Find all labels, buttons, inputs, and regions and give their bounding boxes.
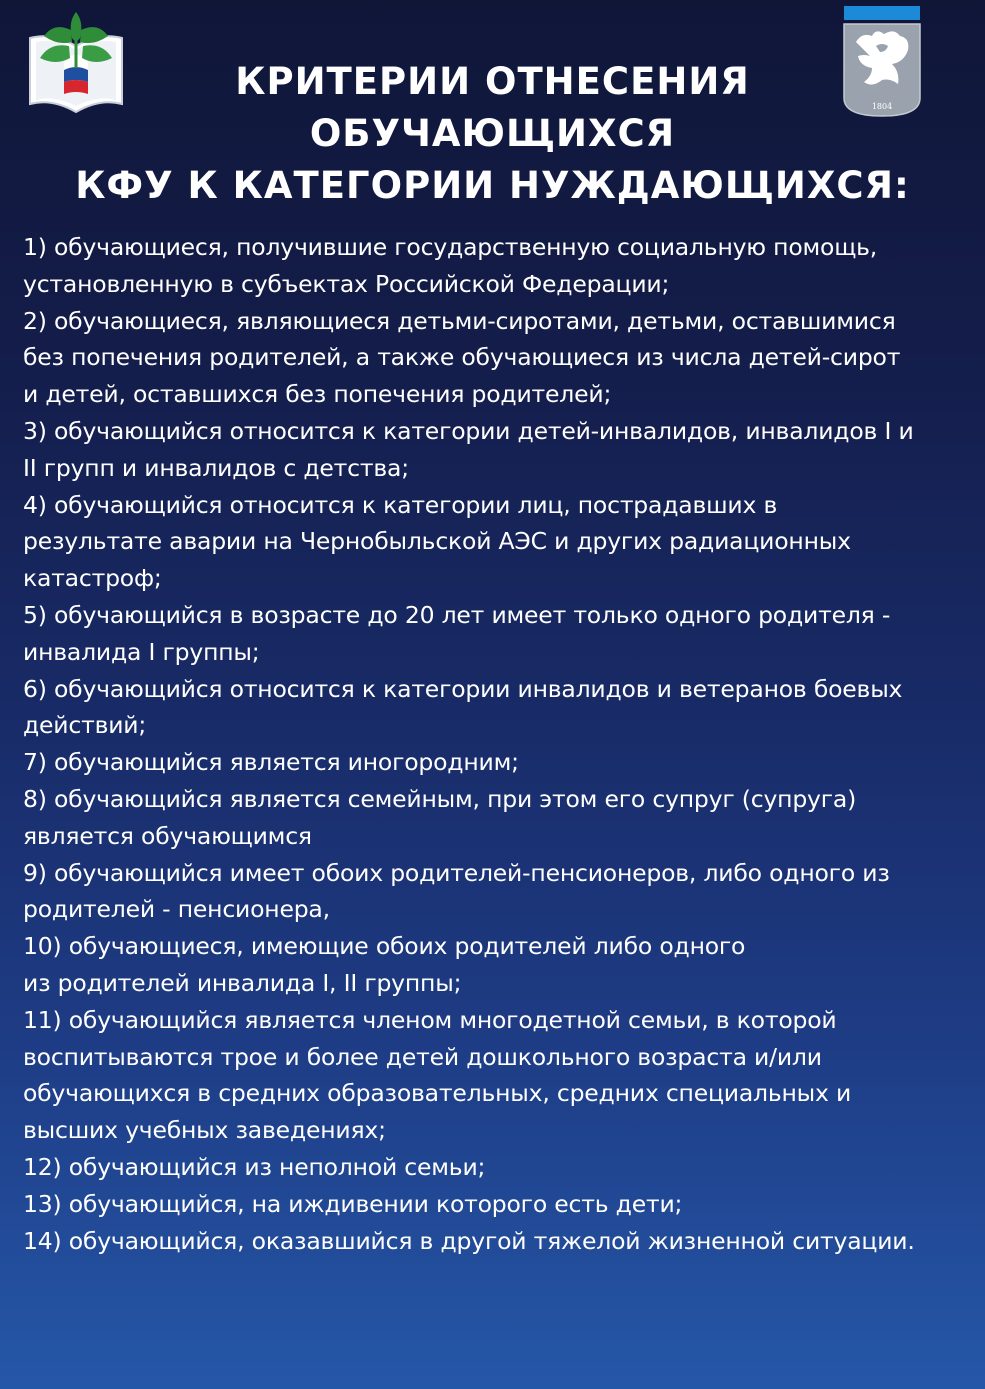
criteria-line: 2) обучающиеся, являющиеся детьми-сиротами, детьми, оставшимися [23, 306, 896, 335]
criteria-line: 13) обучающийся, на иждивении которого есть дети; [23, 1189, 683, 1218]
criteria-line: воспитываются трое и более детей дошкольного возраста и/или [23, 1042, 822, 1071]
criteria-line: инвалида I группы; [23, 637, 260, 666]
criteria-line: 5) обучающийся в возрасте до 20 лет имеет только одного родителя - [23, 600, 891, 629]
criteria-line: обучающихся в средних образовательных, средних специальных и [23, 1079, 852, 1108]
title-line-3: КФУ К КАТЕГОРИИ НУЖДАЮЩИХСЯ: [75, 164, 910, 207]
criteria-line: и детей, оставшихся без попечения родителей; [23, 380, 612, 409]
criteria-line: является обучающимся [23, 821, 312, 850]
criteria-list [23, 229, 968, 1259]
title-line-2: ОБУЧАЮЩИХСЯ [309, 112, 676, 155]
criteria-line: 6) обучающийся относится к категории инвалидов и ветеранов боевых [23, 674, 903, 703]
criteria-line: установленную в субъектах Российской Федерации; [23, 269, 670, 298]
page-title [60, 56, 925, 212]
criteria-line: катастроф; [23, 564, 162, 593]
criteria-line: действий; [23, 711, 147, 740]
criteria-line: 12) обучающийся из неполной семьи; [23, 1152, 486, 1181]
kfu-year: 1804 [871, 102, 893, 111]
criteria-line: 11) обучающийся является членом многодетной семьи, в которой [23, 1005, 837, 1034]
criteria-line: 3) обучающийся относится к категории детей-инвалидов, инвалидов I и [23, 416, 914, 445]
criteria-line: высших учебных заведениях; [23, 1116, 386, 1145]
title-line-1: КРИТЕРИИ ОТНЕСЕНИЯ [235, 60, 750, 103]
criteria-line: II групп и инвалидов с детства; [23, 453, 409, 482]
criteria-line: 9) обучающийся имеет обоих родителей-пенсионеров, либо одного из [23, 858, 890, 887]
criteria-line: 10) обучающиеся, имеющие обоих родителей либо одного [23, 932, 746, 961]
criteria-line: без попечения родителей, а также обучающиеся из числа детей-сирот [23, 343, 901, 372]
criteria-line: результате аварии на Чернобыльской АЭС и других радиационных [23, 527, 851, 556]
criteria-line: родителей - пенсионера, [23, 895, 330, 924]
criteria-line: 4) обучающийся относится к категории лиц, пострадавших в [23, 490, 778, 519]
criteria-line: 7) обучающийся является иногородним; [23, 748, 519, 777]
criteria-line: из родителей инвалида I, II группы; [23, 968, 462, 997]
criteria-line: 14) обучающийся, оказавшийся в другой тяжелой жизненной ситуации. [23, 1226, 915, 1255]
criteria-line: 8) обучающийся является семейным, при этом его супруг (супруга) [23, 784, 857, 813]
criteria-line: 1) обучающиеся, получившие государственную социальную помощь, [23, 233, 878, 261]
